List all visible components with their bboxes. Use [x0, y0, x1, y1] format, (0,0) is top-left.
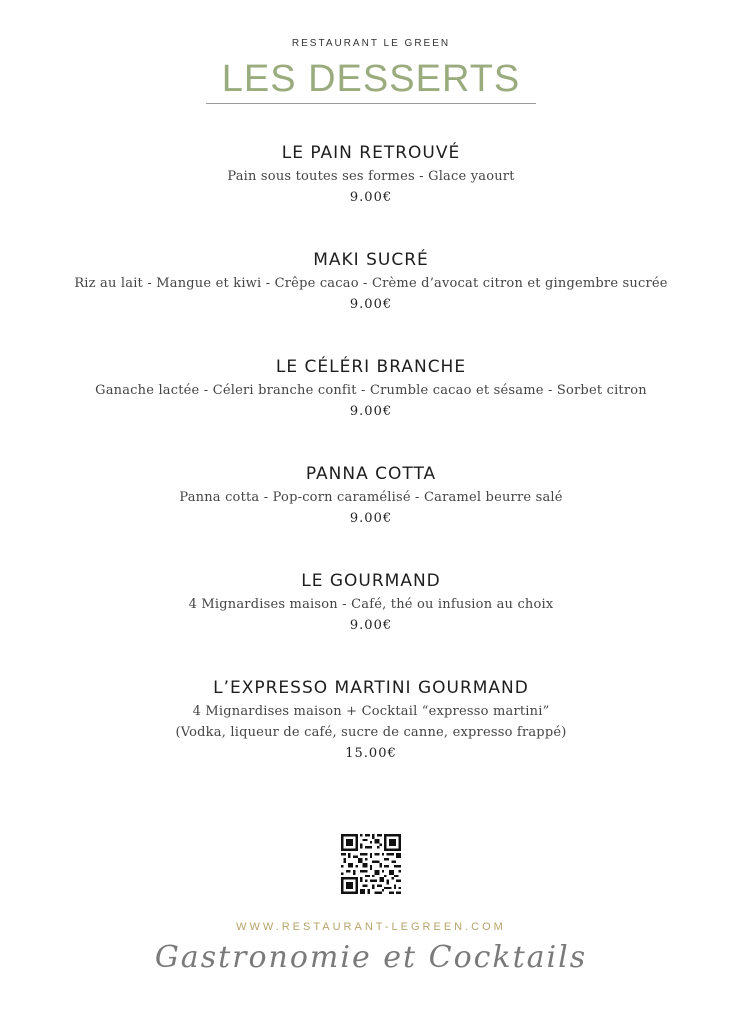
item-price: 9.00€: [349, 297, 393, 312]
item-price: 15.00€: [345, 746, 397, 761]
item-name: LE PAIN RETROUVÉ: [281, 143, 461, 163]
menu-item: [0, 677, 742, 764]
page-title: LES DESSERTS: [221, 58, 521, 100]
menu-item: [0, 570, 742, 677]
dessert-menu: [0, 142, 742, 764]
item-description: Riz au lait - Mangue et kiwi - Crêpe cacao - Crème d’avocat citron et gingembre sucrée: [74, 276, 668, 291]
menu-item: [0, 463, 742, 570]
item-name: LE GOURMAND: [301, 571, 441, 591]
item-description: 4 Mignardises maison + Cocktail “expresso martini”: [192, 704, 550, 719]
qr-code-icon[interactable]: [341, 834, 401, 894]
menu-item: [0, 142, 742, 249]
website-link[interactable]: WWW.RESTAURANT-LEGREEN.COM: [236, 921, 506, 933]
menu-item: [0, 356, 742, 463]
item-price: 9.00€: [349, 511, 393, 526]
item-name: LE CÉLÉRI BRANCHE: [275, 357, 467, 377]
item-description: Pain sous toutes ses formes - Glace yaourt: [227, 169, 515, 184]
item-price: 9.00€: [349, 404, 393, 419]
item-description: 4 Mignardises maison - Café, thé ou infusion au choix: [188, 597, 554, 612]
tagline: Gastronomie et Cocktails: [154, 940, 588, 975]
item-description: Panna cotta - Pop-corn caramélisé - Caramel beurre salé: [179, 490, 563, 505]
item-name: PANNA COTTA: [305, 464, 437, 484]
menu-item: [0, 249, 742, 356]
item-price: 9.00€: [349, 190, 393, 205]
item-description-detail: (Vodka, liqueur de café, sucre de canne, expresso frappé): [175, 725, 567, 740]
restaurant-name: RESTAURANT LE GREEN: [291, 38, 451, 49]
item-description: Ganache lactée - Céleri branche confit - Crumble cacao et sésame - Sorbet citron: [95, 383, 647, 398]
item-price: 9.00€: [349, 618, 393, 633]
item-name: L’EXPRESSO MARTINI GOURMAND: [213, 678, 529, 698]
title-divider: [206, 103, 536, 104]
item-name: MAKI SUCRÉ: [313, 250, 429, 270]
